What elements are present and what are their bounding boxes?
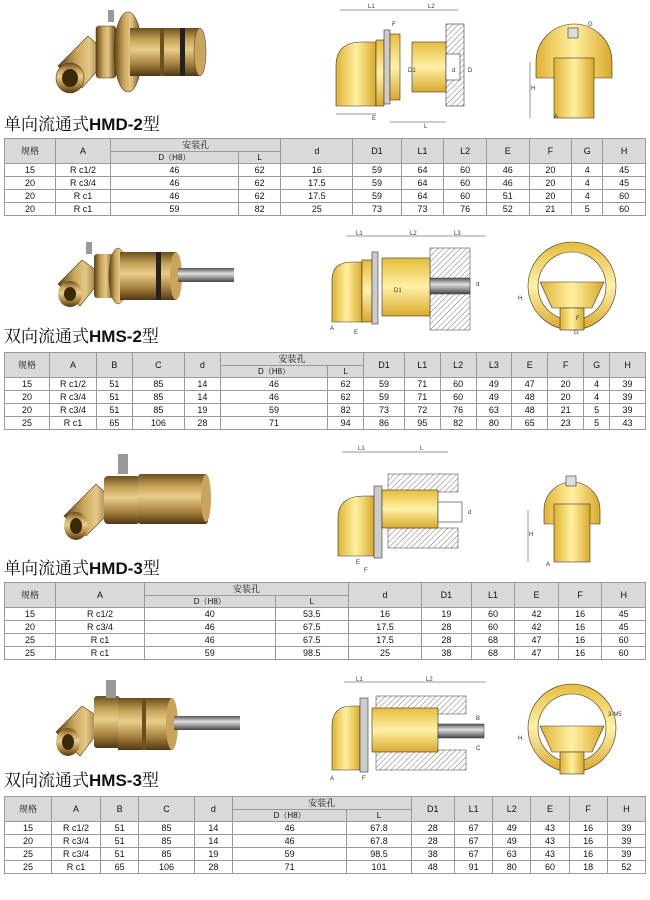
table-cell: 43 bbox=[531, 835, 569, 848]
dim-label: H bbox=[529, 532, 534, 538]
table-cell: 19 bbox=[185, 404, 221, 417]
table-cell: 45 bbox=[602, 608, 646, 621]
table-cell: 76 bbox=[440, 404, 476, 417]
table-cell: R c1/2 bbox=[56, 608, 145, 621]
section-title-hmd3: 单向流通式HMD-3型 bbox=[4, 559, 160, 579]
table-cell: 43 bbox=[610, 417, 646, 430]
table-cell: 80 bbox=[476, 417, 512, 430]
table-cell: 59 bbox=[232, 848, 346, 861]
table-cell: 51 bbox=[101, 822, 139, 835]
table-cell: 39 bbox=[607, 822, 645, 835]
table-row bbox=[5, 621, 646, 634]
table-cell: 16 bbox=[348, 608, 421, 621]
table-cell: 20 bbox=[529, 177, 572, 190]
table-cell: 62 bbox=[238, 190, 281, 203]
table-cell: 20 bbox=[5, 404, 50, 417]
table-cell: 39 bbox=[610, 404, 646, 417]
table-cell: R c1/2 bbox=[50, 378, 97, 391]
drawing-side-hms2 bbox=[326, 230, 496, 344]
table-cell: 46 bbox=[145, 621, 276, 634]
table-cell: 65 bbox=[101, 861, 139, 874]
table-row bbox=[5, 848, 646, 861]
table-cell: 46 bbox=[111, 190, 239, 203]
table-row bbox=[5, 164, 646, 177]
table-cell: 47 bbox=[515, 647, 559, 660]
table-cell: 28 bbox=[411, 835, 454, 848]
dim-label: E bbox=[372, 116, 377, 122]
table-cell: 16 bbox=[281, 164, 353, 177]
spec-table-hmd3: 规格 A 安装孔 d D1 L1 E F H D（H8） L 15 R c1/2 40 53.5 16 19 60 42 16 45 20 R c3/4 46 67.5 17.5 28 60 42 16 45 25 R c1 46 67.5 17.5 28 68 47 16 60 25 R c1 59 98.5 25 38 68 47 16 60 bbox=[4, 582, 646, 660]
table-cell: 60 bbox=[531, 861, 569, 874]
table-cell: 85 bbox=[132, 404, 184, 417]
table-cell: 15 bbox=[5, 164, 56, 177]
table-cell: 67.8 bbox=[347, 822, 411, 835]
table-cell: 39 bbox=[610, 391, 646, 404]
table-cell: 20 bbox=[529, 190, 572, 203]
dim-label: A bbox=[554, 114, 559, 120]
dim-label: L1 bbox=[358, 446, 365, 452]
drawing-front-hmd2 bbox=[526, 18, 626, 127]
table-cell: 42 bbox=[515, 621, 559, 634]
table-cell: 52 bbox=[486, 203, 529, 216]
table-cell: 95 bbox=[404, 417, 440, 430]
table-cell: 46 bbox=[232, 835, 346, 848]
dim-label: H bbox=[531, 86, 536, 92]
drawing-side-hmd2 bbox=[328, 2, 488, 138]
table-cell: 63 bbox=[476, 404, 512, 417]
table-cell: 4 bbox=[572, 190, 603, 203]
dim-label: L2 bbox=[410, 231, 417, 237]
dim-label: L2 bbox=[428, 4, 435, 10]
section-title-hmd2: 单向流通式HMD-2型 bbox=[4, 115, 160, 135]
table-cell: 67.5 bbox=[275, 621, 348, 634]
table-cell: 46 bbox=[486, 164, 529, 177]
table-cell: R c1 bbox=[50, 417, 97, 430]
table-cell: 82 bbox=[238, 203, 281, 216]
product-photo-hms3 bbox=[50, 676, 250, 770]
table-row bbox=[5, 835, 646, 848]
table-cell: 72 bbox=[404, 404, 440, 417]
table-cell: 67.5 bbox=[275, 634, 348, 647]
dim-label: H bbox=[518, 736, 523, 742]
table-cell: 46 bbox=[111, 177, 239, 190]
table-cell: 59 bbox=[220, 404, 327, 417]
table-cell: 20 bbox=[548, 391, 584, 404]
table-cell: 18 bbox=[569, 861, 607, 874]
table-cell: 94 bbox=[328, 417, 364, 430]
section-title-hms2: 双向流通式HMS-2型 bbox=[4, 327, 159, 347]
table-cell: 20 bbox=[529, 164, 572, 177]
table-cell: 60 bbox=[440, 391, 476, 404]
table-cell: 85 bbox=[139, 848, 195, 861]
table-cell: 45 bbox=[603, 164, 646, 177]
table-cell: 60 bbox=[602, 647, 646, 660]
table-cell: 46 bbox=[111, 164, 239, 177]
table-cell: 59 bbox=[364, 391, 405, 404]
table-cell: 80 bbox=[493, 861, 531, 874]
table-cell: 60 bbox=[444, 190, 487, 203]
table-cell: 86 bbox=[364, 417, 405, 430]
table-cell: R c3/4 bbox=[50, 391, 97, 404]
table-cell: 4 bbox=[572, 164, 603, 177]
table-cell: 47 bbox=[512, 378, 548, 391]
table-cell: 28 bbox=[185, 417, 221, 430]
table-cell: 5 bbox=[584, 404, 610, 417]
table-cell: R c1/2 bbox=[52, 822, 101, 835]
table-cell: 25 bbox=[5, 647, 56, 660]
table-cell: 91 bbox=[455, 861, 493, 874]
table-cell: 76 bbox=[444, 203, 487, 216]
table-cell: R c3/4 bbox=[56, 621, 145, 634]
drawing-side-hms3 bbox=[326, 676, 496, 790]
table-cell: 60 bbox=[444, 177, 487, 190]
table-cell: 60 bbox=[471, 608, 515, 621]
table-cell: 20 bbox=[5, 391, 50, 404]
table-cell: 65 bbox=[512, 417, 548, 430]
table-cell: 25 bbox=[5, 634, 56, 647]
dim-label: L bbox=[424, 124, 428, 130]
table-cell: 49 bbox=[493, 835, 531, 848]
table-cell: 64 bbox=[401, 190, 444, 203]
table-cell: 85 bbox=[132, 391, 184, 404]
table-cell: 39 bbox=[610, 378, 646, 391]
table-cell: 60 bbox=[444, 164, 487, 177]
table-cell: 43 bbox=[531, 848, 569, 861]
product-photo-hms2 bbox=[52, 236, 242, 320]
dim-label: d bbox=[452, 68, 456, 74]
product-photo-hmd3 bbox=[56, 450, 226, 549]
table-cell: 20 bbox=[5, 835, 52, 848]
table-cell: 25 bbox=[5, 417, 50, 430]
dim-label: L1 bbox=[368, 4, 375, 10]
dim-label: 3-M5 bbox=[608, 712, 622, 718]
table-cell: 71 bbox=[232, 861, 346, 874]
table-cell: 51 bbox=[101, 835, 139, 848]
table-cell: R c1 bbox=[56, 190, 111, 203]
spec-table-hms2: 规格 A B C d 安装孔 D1 L1 L2 L3 E F G H D（H8） L 15 R c1/2 51 85 14 46 62 59 71 60 49 47 20 4 39 20 R c3/4 51 85 14 46 62 59 71 60 49 48 20 4 39 20 R c3/4 51 85 19 59 82 73 72 76 63 48 21 5 39 25 R c1 65 106 28 71 94 86 95 82 80 65 23 5 43 bbox=[4, 352, 646, 430]
table-row bbox=[5, 190, 646, 203]
table-cell: 38 bbox=[422, 647, 472, 660]
table-cell: 51 bbox=[486, 190, 529, 203]
table-cell: 16 bbox=[569, 822, 607, 835]
table-row bbox=[5, 378, 646, 391]
table-cell: R c3/4 bbox=[56, 177, 111, 190]
table-cell: 98.5 bbox=[347, 848, 411, 861]
table-cell: 19 bbox=[194, 848, 232, 861]
dim-label: E bbox=[356, 560, 361, 566]
table-cell: 39 bbox=[607, 835, 645, 848]
table-cell: 85 bbox=[139, 835, 195, 848]
table-cell: 46 bbox=[232, 822, 346, 835]
table-row bbox=[5, 391, 646, 404]
table-cell: 28 bbox=[422, 634, 472, 647]
section-title-hms3: 双向流通式HMS-3型 bbox=[4, 771, 159, 791]
drawing-front-hmd3 bbox=[524, 470, 624, 574]
table-cell: 98.5 bbox=[275, 647, 348, 660]
spec-table-hms3: 规格 A B C d 安装孔 D1 L1 L2 E F H D（H8） L 15 R c1/2 51 85 14 46 67.8 28 67 49 43 16 39 20 R c3/4 51 85 14 46 67.8 28 67 49 43 16 39 25 R c3/4 51 85 19 59 98.5 38 67 63 43 16 39 25 R c1 65 106 28 71 101 48 91 80 60 18 52 bbox=[4, 796, 646, 874]
table-cell: 15 bbox=[5, 378, 50, 391]
table-cell: 5 bbox=[584, 417, 610, 430]
table-cell: 19 bbox=[422, 608, 472, 621]
table-cell: 59 bbox=[353, 164, 401, 177]
table-cell: 49 bbox=[476, 378, 512, 391]
dim-label: L1 bbox=[356, 677, 363, 683]
table-cell: 16 bbox=[569, 835, 607, 848]
drawing-side-hmd3 bbox=[328, 444, 488, 583]
table-cell: 16 bbox=[558, 647, 602, 660]
dim-label: L3 bbox=[454, 231, 461, 237]
table-cell: 62 bbox=[328, 391, 364, 404]
table-cell: 48 bbox=[512, 391, 548, 404]
table-cell: 101 bbox=[347, 861, 411, 874]
table-cell: 16 bbox=[569, 848, 607, 861]
table-cell: 48 bbox=[512, 404, 548, 417]
table-cell: 62 bbox=[238, 164, 281, 177]
dim-label: A bbox=[330, 326, 335, 332]
table-cell: 64 bbox=[401, 177, 444, 190]
table-cell: 20 bbox=[5, 203, 56, 216]
table-cell: 59 bbox=[145, 647, 276, 660]
table-cell: 16 bbox=[558, 621, 602, 634]
table-cell: 67 bbox=[455, 848, 493, 861]
table-row bbox=[5, 203, 646, 216]
table-cell: 17.5 bbox=[348, 634, 421, 647]
table-cell: 82 bbox=[440, 417, 476, 430]
table-cell: 68 bbox=[471, 647, 515, 660]
table-cell: 25 bbox=[5, 861, 52, 874]
table-cell: 40 bbox=[145, 608, 276, 621]
table-cell: 42 bbox=[515, 608, 559, 621]
table-cell: 25 bbox=[5, 848, 52, 861]
table-cell: 46 bbox=[220, 378, 327, 391]
product-photo-hmd2 bbox=[48, 6, 218, 105]
dim-label: F bbox=[392, 22, 396, 28]
dim-label: C bbox=[476, 746, 481, 752]
table-cell: 16 bbox=[558, 634, 602, 647]
table-cell: 51 bbox=[101, 848, 139, 861]
dim-label: F bbox=[364, 568, 368, 574]
table-cell: 17.5 bbox=[281, 190, 353, 203]
table-cell: 45 bbox=[603, 177, 646, 190]
dim-label: L bbox=[420, 446, 424, 452]
table-cell: 60 bbox=[440, 378, 476, 391]
table-cell: 4 bbox=[584, 378, 610, 391]
table-row bbox=[5, 608, 646, 621]
table-cell: 14 bbox=[194, 835, 232, 848]
drawing-front-hms2 bbox=[516, 238, 626, 342]
table-cell: 51 bbox=[97, 378, 133, 391]
table-cell: 73 bbox=[401, 203, 444, 216]
table-cell: 59 bbox=[353, 190, 401, 203]
table-row bbox=[5, 177, 646, 190]
table-cell: 17.5 bbox=[281, 177, 353, 190]
table-cell: 59 bbox=[111, 203, 239, 216]
table-cell: 60 bbox=[603, 203, 646, 216]
table-cell: 43 bbox=[531, 822, 569, 835]
table-cell: 62 bbox=[238, 177, 281, 190]
table-cell: 25 bbox=[348, 647, 421, 660]
table-cell: 106 bbox=[132, 417, 184, 430]
table-cell: 20 bbox=[5, 621, 56, 634]
table-cell: 67.8 bbox=[347, 835, 411, 848]
table-cell: 20 bbox=[548, 378, 584, 391]
table-cell: 20 bbox=[5, 190, 56, 203]
table-cell: 65 bbox=[97, 417, 133, 430]
dim-label: B bbox=[476, 716, 481, 722]
table-cell: 51 bbox=[97, 391, 133, 404]
table-cell: 49 bbox=[493, 822, 531, 835]
table-cell: 82 bbox=[328, 404, 364, 417]
table-cell: R c1 bbox=[52, 861, 101, 874]
table-cell: 21 bbox=[548, 404, 584, 417]
table-cell: 51 bbox=[97, 404, 133, 417]
table-cell: 64 bbox=[401, 164, 444, 177]
dim-label: d bbox=[468, 510, 472, 516]
table-cell: 60 bbox=[602, 634, 646, 647]
dim-label: L2 bbox=[426, 677, 433, 683]
table-cell: 71 bbox=[404, 391, 440, 404]
table-cell: 53.5 bbox=[275, 608, 348, 621]
dim-label: F bbox=[576, 316, 580, 322]
table-cell: 25 bbox=[281, 203, 353, 216]
drawing-front-hms3 bbox=[516, 680, 631, 784]
table-row bbox=[5, 634, 646, 647]
dim-label: A bbox=[330, 776, 335, 782]
table-cell: 60 bbox=[603, 190, 646, 203]
table-cell: 21 bbox=[529, 203, 572, 216]
table-cell: 4 bbox=[584, 391, 610, 404]
dim-label: G bbox=[588, 22, 593, 28]
table-cell: 15 bbox=[5, 822, 52, 835]
table-cell: 71 bbox=[220, 417, 327, 430]
dim-label: L1 bbox=[356, 231, 363, 237]
table-cell: 23 bbox=[548, 417, 584, 430]
dim-label: A bbox=[546, 562, 551, 568]
table-cell: 38 bbox=[411, 848, 454, 861]
table-cell: 67 bbox=[455, 835, 493, 848]
table-cell: 15 bbox=[5, 608, 56, 621]
table-cell: 17.5 bbox=[348, 621, 421, 634]
table-cell: 16 bbox=[558, 608, 602, 621]
table-cell: 28 bbox=[422, 621, 472, 634]
table-cell: 52 bbox=[607, 861, 645, 874]
table-cell: R c1 bbox=[56, 634, 145, 647]
table-cell: 14 bbox=[194, 822, 232, 835]
table-cell: 68 bbox=[471, 634, 515, 647]
dim-label: E bbox=[354, 330, 359, 336]
table-cell: 59 bbox=[364, 378, 405, 391]
dim-label: D1 bbox=[408, 68, 416, 74]
spec-table-hmd2: 规格 A 安装孔 d D1 L1 L2 E F G H D（H8） L 15 R c1/2 46 62 16 59 64 60 46 20 4 45 20 R c3/4 46 62 17.5 59 64 60 46 20 4 45 20 R c1 46 62 17.5 59 64 60 51 20 4 60 20 R c1 59 82 25 73 73 76 52 21 5 60 bbox=[4, 138, 646, 216]
table-cell: 28 bbox=[411, 822, 454, 835]
dim-label: D1 bbox=[394, 288, 402, 294]
table-cell: R c3/4 bbox=[52, 848, 101, 861]
table-cell: 73 bbox=[364, 404, 405, 417]
table-row bbox=[5, 647, 646, 660]
table-cell: 85 bbox=[132, 378, 184, 391]
table-cell: 60 bbox=[471, 621, 515, 634]
table-cell: R c1 bbox=[56, 203, 111, 216]
table-cell: 46 bbox=[145, 634, 276, 647]
table-cell: 28 bbox=[194, 861, 232, 874]
table-cell: R c1 bbox=[56, 647, 145, 660]
table-cell: 73 bbox=[353, 203, 401, 216]
table-cell: 71 bbox=[404, 378, 440, 391]
table-cell: 20 bbox=[5, 177, 56, 190]
table-cell: 14 bbox=[185, 391, 221, 404]
table-cell: 62 bbox=[328, 378, 364, 391]
table-cell: 39 bbox=[607, 848, 645, 861]
table-cell: 4 bbox=[572, 177, 603, 190]
dim-label: G bbox=[574, 330, 579, 336]
table-cell: 48 bbox=[411, 861, 454, 874]
table-cell: 59 bbox=[353, 177, 401, 190]
table-cell: 85 bbox=[139, 822, 195, 835]
table-row bbox=[5, 417, 646, 430]
table-cell: 46 bbox=[486, 177, 529, 190]
table-cell: 67 bbox=[455, 822, 493, 835]
table-cell: 5 bbox=[572, 203, 603, 216]
table-row bbox=[5, 861, 646, 874]
table-cell: R c3/4 bbox=[50, 404, 97, 417]
table-row bbox=[5, 404, 646, 417]
table-cell: 106 bbox=[139, 861, 195, 874]
table-cell: R c3/4 bbox=[52, 835, 101, 848]
dim-label: F bbox=[362, 776, 366, 782]
table-cell: 14 bbox=[185, 378, 221, 391]
table-cell: R c1/2 bbox=[56, 164, 111, 177]
dim-label: H bbox=[518, 296, 523, 302]
dim-label: d bbox=[476, 282, 480, 288]
table-row bbox=[5, 822, 646, 835]
table-cell: 49 bbox=[476, 391, 512, 404]
table-cell: 63 bbox=[493, 848, 531, 861]
dim-label: D bbox=[468, 68, 473, 74]
table-cell: 45 bbox=[602, 621, 646, 634]
table-cell: 47 bbox=[515, 634, 559, 647]
table-cell: 46 bbox=[220, 391, 327, 404]
